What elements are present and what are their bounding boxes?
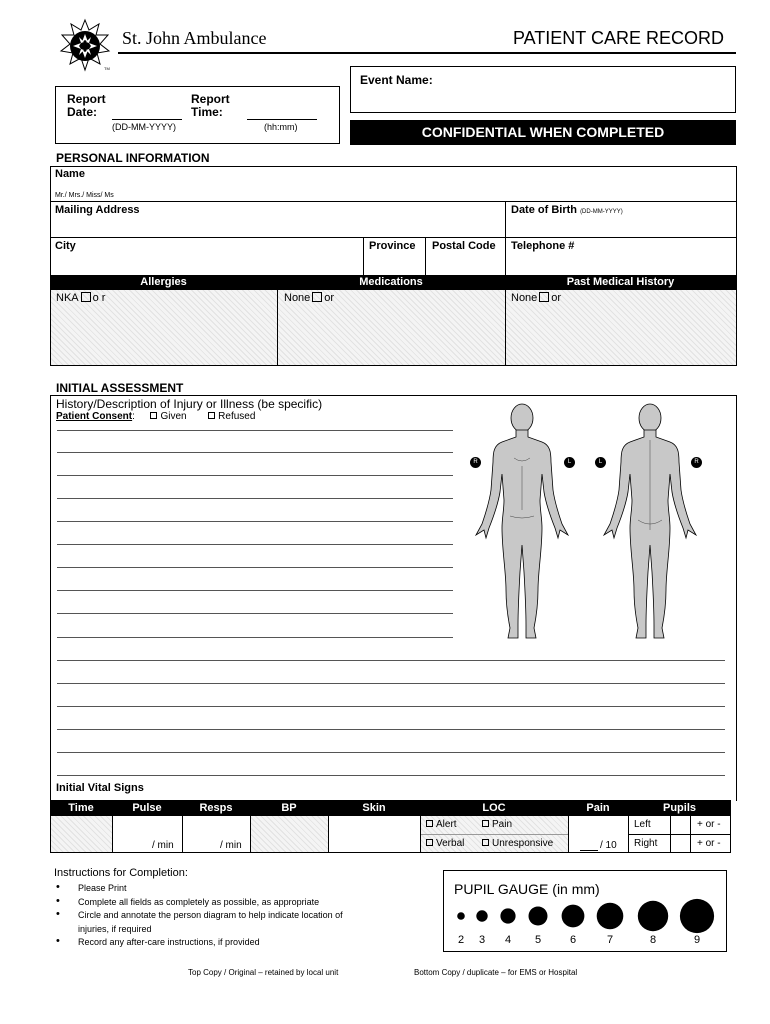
history-line[interactable] (57, 567, 453, 568)
allergies-header: Allergies (140, 276, 187, 288)
pupil-size-dot (529, 907, 548, 926)
history-line[interactable] (57, 498, 453, 499)
initial-assessment-heading: INITIAL ASSESSMENT (56, 381, 184, 395)
history-line[interactable] (57, 521, 453, 522)
pain-scale: / 10 (600, 840, 617, 851)
history-none-option (511, 292, 561, 304)
medications-none-option (284, 292, 334, 304)
pupil-size-dot (457, 912, 465, 920)
pupil-gauge-dots (444, 871, 728, 953)
pupil-size-label: 2 (457, 934, 465, 946)
province-label: Province (369, 240, 416, 252)
report-time-line[interactable] (247, 119, 317, 120)
marker-left-front: L (564, 457, 575, 468)
nka-checkbox[interactable] (81, 292, 91, 302)
confidential-banner: CONFIDENTIAL WHEN COMPLETED (350, 120, 736, 145)
nka-option (56, 292, 105, 304)
medications-header: Medications (359, 276, 423, 288)
patient-consent (56, 411, 255, 422)
dob-label (511, 204, 623, 216)
pupil-size-label: 9 (693, 934, 701, 946)
history-label: History/Description of Injury or Illness (be specific) (56, 397, 323, 411)
vitals-col-pupils: Pupils (662, 802, 696, 814)
name-hint: Mr./ Mrs./ Miss/ Ms (55, 192, 114, 199)
history-none-or: or (551, 292, 562, 304)
pupil-size-label: 4 (504, 934, 512, 946)
vitals-col-loc: LOC (482, 802, 506, 814)
pupil-left-size-field[interactable] (671, 816, 689, 834)
mailing-address-label: Mailing Address (55, 204, 140, 216)
vitals-col-bp: BP (281, 802, 297, 814)
name-label: Name (55, 168, 85, 180)
report-time-label (191, 93, 230, 119)
patient-consent-colon: : (132, 411, 135, 422)
loc-unresponsive-label: Unresponsive (492, 838, 554, 849)
loc-verbal-label: Verbal (436, 838, 465, 849)
pupil-size-dot (500, 908, 515, 923)
pupil-size-dot (638, 901, 668, 931)
report-date-label (67, 93, 106, 119)
history-none-checkbox[interactable] (539, 292, 549, 302)
loc-verbal-checkbox[interactable] (426, 839, 433, 846)
pain-line[interactable] (580, 850, 598, 851)
pupil-size-dot (562, 905, 585, 928)
pupil-right-reaction: + or - (697, 838, 721, 849)
pupil-left-reaction: + or - (697, 819, 721, 830)
instruction-item: • Record any after-care instructions, if provided (54, 936, 374, 950)
pupil-size-label: 8 (649, 934, 657, 946)
telephone-label: Telephone # (511, 240, 575, 252)
pupil-left-label: Left (634, 819, 651, 830)
history-line[interactable] (57, 706, 725, 707)
loc-alert-label: Alert (436, 819, 457, 830)
event-name-label: Event Name: (360, 73, 433, 87)
instruction-item: • Complete all fields as completely as possible, as appropriate (54, 896, 374, 910)
pupil-gauge (443, 870, 727, 952)
org-name: St. John Ambulance (122, 28, 267, 48)
history-line[interactable] (57, 590, 453, 591)
history-line[interactable] (57, 660, 725, 661)
vitals-skin-field[interactable] (329, 816, 420, 852)
consent-refused-checkbox[interactable] (208, 412, 215, 419)
report-date-label-1: Report (67, 92, 106, 106)
history-line[interactable] (57, 452, 453, 453)
vitals-pain-field[interactable] (569, 816, 628, 852)
vitals-heading: Initial Vital Signs (56, 782, 144, 794)
loc-unresponsive-option (482, 838, 553, 849)
vitals-col-pain: Pain (586, 802, 610, 814)
vitals-time-field[interactable] (51, 816, 112, 852)
medications-none-checkbox[interactable] (312, 292, 322, 302)
history-line[interactable] (57, 729, 725, 730)
history-line[interactable] (57, 544, 453, 545)
pupil-right-size-field[interactable] (671, 835, 689, 852)
marker-right-front: R (470, 457, 481, 468)
vitals-col-skin: Skin (362, 802, 386, 814)
loc-unresponsive-checkbox[interactable] (482, 839, 489, 846)
report-date-label-2: Date: (67, 105, 98, 119)
report-time-format: (hh:mm) (264, 122, 298, 132)
instructions-list (54, 882, 374, 950)
pupil-size-dot (680, 899, 714, 933)
history-line[interactable] (57, 637, 453, 638)
report-time-label-1: Report (191, 92, 230, 106)
telephone-field[interactable] (506, 238, 736, 274)
history-line[interactable] (57, 752, 725, 753)
pupil-size-dot (476, 910, 487, 921)
consent-given-checkbox[interactable] (150, 412, 157, 419)
body-diagram[interactable] (462, 400, 732, 645)
marker-right-back: R (691, 457, 702, 468)
instruction-item: • Circle and annotate the person diagram to help indicate location of injuries, if required (54, 909, 374, 936)
postal-code-field[interactable] (426, 238, 505, 274)
report-date-line[interactable] (112, 119, 182, 120)
pupil-gauge-title: PUPIL GAUGE (in mm) (454, 881, 600, 897)
history-line[interactable] (57, 775, 725, 776)
pupil-size-label: 3 (478, 934, 486, 946)
document-title: PATIENT CARE RECORD (512, 28, 724, 48)
loc-pain-option (482, 819, 512, 830)
trademark-mark: TM (104, 66, 110, 71)
name-field[interactable] (51, 167, 736, 201)
history-line[interactable] (57, 475, 453, 476)
vitals-col-pulse: Pulse (132, 802, 162, 814)
pupil-right-label: Right (634, 838, 658, 849)
body-front-figure (476, 404, 568, 638)
footer-bottom-copy: Bottom Copy / duplicate – for EMS or Hospital (414, 968, 578, 977)
vitals-divider (690, 816, 691, 853)
nka-text: NKA (56, 292, 79, 304)
instructions-heading: Instructions for Completion: (54, 867, 188, 879)
history-line[interactable] (57, 613, 453, 614)
loc-pain-checkbox[interactable] (482, 820, 489, 827)
header-rule (118, 52, 736, 54)
patient-consent-label: Patient Consent (56, 411, 133, 422)
dob-hint: (DD-MM-YYYY) (580, 209, 623, 215)
consent-refused-label: Refused (218, 411, 256, 422)
personal-info-heading: PERSONAL INFORMATION (56, 151, 210, 165)
medications-none-or: or (324, 292, 335, 304)
report-date-format: (DD-MM-YYYY) (112, 122, 176, 132)
footer-top-copy: Top Copy / Original – retained by local unit (188, 968, 339, 977)
postal-code-label: Postal Code (432, 240, 496, 252)
marker-left-back: L (595, 457, 606, 468)
loc-verbal-option (426, 838, 464, 849)
province-field[interactable] (364, 238, 425, 274)
dob-label-text: Date of Birth (511, 204, 577, 216)
consent-given-label: Given (160, 411, 187, 422)
report-time-label-2: Time: (191, 105, 223, 119)
pupil-size-label: 7 (606, 934, 614, 946)
resps-unit: / min (220, 840, 242, 851)
city-field[interactable] (51, 238, 363, 274)
loc-alert-option (426, 819, 457, 830)
history-line[interactable] (57, 430, 453, 431)
past-history-header: Past Medical History (566, 276, 675, 288)
pulse-unit: / min (152, 840, 174, 851)
loc-pain-label: Pain (492, 819, 513, 830)
medications-none-text: None (284, 292, 311, 304)
nka-or: o r (92, 292, 106, 304)
vitals-col-time: Time (68, 802, 94, 814)
loc-mid-line (421, 834, 568, 835)
loc-alert-checkbox[interactable] (426, 820, 433, 827)
vitals-bp-field[interactable] (251, 816, 328, 852)
pupil-size-label: 5 (534, 934, 542, 946)
city-label: City (55, 240, 76, 252)
instruction-item: • Please Print (54, 882, 374, 896)
mailing-address-field[interactable] (51, 202, 505, 236)
vitals-col-resps: Resps (199, 802, 233, 814)
history-none-text: None (511, 292, 538, 304)
history-line[interactable] (57, 683, 725, 684)
pupil-size-dot (597, 903, 624, 930)
pupil-size-label: 6 (569, 934, 577, 946)
